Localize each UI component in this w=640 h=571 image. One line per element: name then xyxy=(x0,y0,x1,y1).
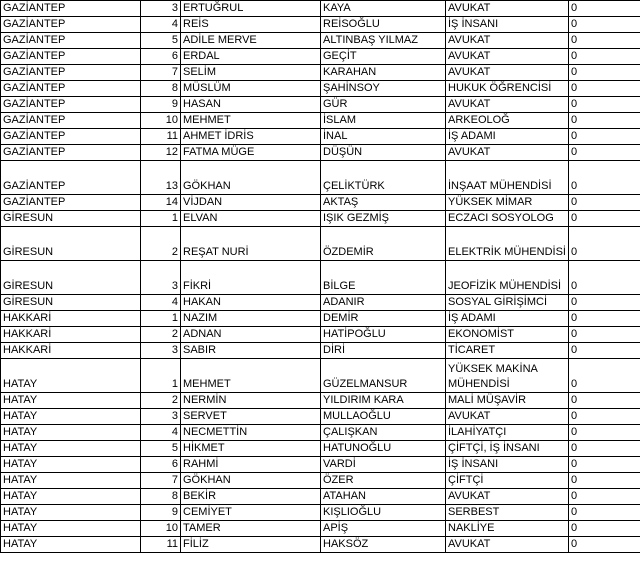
profession-cell: TİCARET xyxy=(446,343,569,359)
city-cell: GAZİANTEP xyxy=(1,195,141,211)
rank-cell: 11 xyxy=(141,129,181,145)
first-name-cell: ELVAN xyxy=(181,211,321,227)
first-name-cell: VİJDAN xyxy=(181,195,321,211)
city-cell: HAKKARİ xyxy=(1,343,141,359)
table-row xyxy=(1,261,640,295)
value-cell: 0 xyxy=(569,473,640,489)
candidate-table-body xyxy=(1,1,640,553)
first-name-cell: FİKRİ xyxy=(181,261,321,295)
value-cell: 0 xyxy=(569,1,640,17)
table-row xyxy=(1,195,640,211)
city-cell: GAZİANTEP xyxy=(1,145,141,161)
rank-cell: 11 xyxy=(141,537,181,553)
first-name-cell: MÜSLÜM xyxy=(181,81,321,97)
first-name-cell: SELİM xyxy=(181,65,321,81)
rank-cell: 13 xyxy=(141,161,181,195)
table-row xyxy=(1,425,640,441)
city-cell: GİRESUN xyxy=(1,211,141,227)
surname-cell: VARDİ xyxy=(321,457,446,473)
city-cell: HATAY xyxy=(1,489,141,505)
first-name-cell: NAZIM xyxy=(181,311,321,327)
first-name-cell: FATMA MÜGE xyxy=(181,145,321,161)
value-cell: 0 xyxy=(569,161,640,195)
surname-cell: BİLGE xyxy=(321,261,446,295)
table-row xyxy=(1,359,640,393)
table-row xyxy=(1,145,640,161)
city-cell: GAZİANTEP xyxy=(1,161,141,195)
table-row xyxy=(1,227,640,261)
surname-cell: HATİPOĞLU xyxy=(321,327,446,343)
profession-cell: AVUKAT xyxy=(446,1,569,17)
profession-cell: AVUKAT xyxy=(446,49,569,65)
table-row xyxy=(1,1,640,17)
profession-cell: YÜKSEK MİMAR xyxy=(446,195,569,211)
table-row xyxy=(1,441,640,457)
rank-cell: 4 xyxy=(141,295,181,311)
first-name-cell: CEMİYET xyxy=(181,505,321,521)
rank-cell: 3 xyxy=(141,1,181,17)
value-cell: 0 xyxy=(569,145,640,161)
value-cell: 0 xyxy=(569,195,640,211)
table-row xyxy=(1,81,640,97)
profession-cell: AVUKAT xyxy=(446,537,569,553)
first-name-cell: SERVET xyxy=(181,409,321,425)
profession-cell: İNŞAAT MÜHENDİSİ xyxy=(446,161,569,195)
surname-cell: GÜZELMANSUR xyxy=(321,359,446,393)
surname-cell: ÖZER xyxy=(321,473,446,489)
surname-cell: REİSOĞLU xyxy=(321,17,446,33)
rank-cell: 12 xyxy=(141,145,181,161)
profession-cell: AVUKAT xyxy=(446,97,569,113)
first-name-cell: HASAN xyxy=(181,97,321,113)
surname-cell: MULLAOĞLU xyxy=(321,409,446,425)
table-row xyxy=(1,311,640,327)
value-cell: 0 xyxy=(569,113,640,129)
profession-cell: AVUKAT xyxy=(446,65,569,81)
surname-cell: HAKSÖZ xyxy=(321,537,446,553)
rank-cell: 1 xyxy=(141,311,181,327)
surname-cell: AKTAŞ xyxy=(321,195,446,211)
surname-cell: IŞIK GEZMİŞ xyxy=(321,211,446,227)
profession-cell: EKONOMİST xyxy=(446,327,569,343)
rank-cell: 2 xyxy=(141,327,181,343)
city-cell: HATAY xyxy=(1,425,141,441)
rank-cell: 2 xyxy=(141,393,181,409)
value-cell: 0 xyxy=(569,49,640,65)
first-name-cell: NERMİN xyxy=(181,393,321,409)
table-row xyxy=(1,129,640,145)
profession-cell: JEOFİZİK MÜHENDİSİ xyxy=(446,261,569,295)
surname-cell: HATUNOĞLU xyxy=(321,441,446,457)
value-cell: 0 xyxy=(569,211,640,227)
rank-cell: 3 xyxy=(141,261,181,295)
city-cell: GİRESUN xyxy=(1,227,141,261)
rank-cell: 3 xyxy=(141,409,181,425)
table-row xyxy=(1,521,640,537)
rank-cell: 10 xyxy=(141,113,181,129)
surname-cell: ALTINBAŞ YILMAZ xyxy=(321,33,446,49)
rank-cell: 6 xyxy=(141,49,181,65)
first-name-cell: ERDAL xyxy=(181,49,321,65)
surname-cell: ATAHAN xyxy=(321,489,446,505)
table-row xyxy=(1,65,640,81)
profession-cell: İŞ ADAMI xyxy=(446,129,569,145)
value-cell: 0 xyxy=(569,393,640,409)
first-name-cell: ERTUĞRUL xyxy=(181,1,321,17)
city-cell: HATAY xyxy=(1,359,141,393)
profession-cell: AVUKAT xyxy=(446,409,569,425)
surname-cell: DÜŞÜN xyxy=(321,145,446,161)
table-row xyxy=(1,295,640,311)
first-name-cell: TAMER xyxy=(181,521,321,537)
first-name-cell: REŞAT NURİ xyxy=(181,227,321,261)
table-row xyxy=(1,343,640,359)
table-row xyxy=(1,211,640,227)
value-cell: 0 xyxy=(569,489,640,505)
table-row xyxy=(1,409,640,425)
rank-cell: 1 xyxy=(141,211,181,227)
table-row xyxy=(1,17,640,33)
value-cell: 0 xyxy=(569,505,640,521)
profession-cell: SERBEST xyxy=(446,505,569,521)
value-cell: 0 xyxy=(569,17,640,33)
value-cell: 0 xyxy=(569,81,640,97)
first-name-cell: GÖKHAN xyxy=(181,473,321,489)
profession-cell: AVUKAT xyxy=(446,145,569,161)
first-name-cell: AHMET İDRİS xyxy=(181,129,321,145)
city-cell: GAZİANTEP xyxy=(1,17,141,33)
rank-cell: 6 xyxy=(141,457,181,473)
value-cell: 0 xyxy=(569,441,640,457)
city-cell: HATAY xyxy=(1,521,141,537)
rank-cell: 8 xyxy=(141,81,181,97)
rank-cell: 5 xyxy=(141,441,181,457)
value-cell: 0 xyxy=(569,327,640,343)
table-row xyxy=(1,33,640,49)
table-row xyxy=(1,161,640,195)
surname-cell: DİRİ xyxy=(321,343,446,359)
rank-cell: 4 xyxy=(141,17,181,33)
profession-cell: SOSYAL GİRİŞİMCİ xyxy=(446,295,569,311)
rank-cell: 7 xyxy=(141,65,181,81)
value-cell: 0 xyxy=(569,425,640,441)
city-cell: HATAY xyxy=(1,441,141,457)
surname-cell: KAYA xyxy=(321,1,446,17)
first-name-cell: ADİLE MERVE xyxy=(181,33,321,49)
surname-cell: ÇELİKTÜRK xyxy=(321,161,446,195)
profession-cell: ARKEOLOĞ xyxy=(446,113,569,129)
surname-cell: İSLAM xyxy=(321,113,446,129)
profession-cell: AVUKAT xyxy=(446,33,569,49)
value-cell: 0 xyxy=(569,311,640,327)
city-cell: HAKKARİ xyxy=(1,311,141,327)
rank-cell: 8 xyxy=(141,489,181,505)
value-cell: 0 xyxy=(569,359,640,393)
first-name-cell: HAKAN xyxy=(181,295,321,311)
first-name-cell: NECMETTİN xyxy=(181,425,321,441)
city-cell: GAZİANTEP xyxy=(1,113,141,129)
first-name-cell: MEHMET xyxy=(181,359,321,393)
rank-cell: 3 xyxy=(141,343,181,359)
rank-cell: 1 xyxy=(141,359,181,393)
value-cell: 0 xyxy=(569,537,640,553)
city-cell: GİRESUN xyxy=(1,261,141,295)
profession-cell: ÇİFTÇİ xyxy=(446,473,569,489)
first-name-cell: RAHMİ xyxy=(181,457,321,473)
rank-cell: 9 xyxy=(141,97,181,113)
table-row xyxy=(1,49,640,65)
city-cell: HAKKARİ xyxy=(1,327,141,343)
surname-cell: YILDIRIM KARA xyxy=(321,393,446,409)
city-cell: HATAY xyxy=(1,537,141,553)
profession-cell: ELEKTRİK MÜHENDİSİ xyxy=(446,227,569,261)
surname-cell: ŞAHİNSOY xyxy=(321,81,446,97)
city-cell: HATAY xyxy=(1,393,141,409)
table-row xyxy=(1,473,640,489)
rank-cell: 4 xyxy=(141,425,181,441)
rank-cell: 5 xyxy=(141,33,181,49)
profession-cell: NAKLİYE xyxy=(446,521,569,537)
city-cell: HATAY xyxy=(1,473,141,489)
rank-cell: 2 xyxy=(141,227,181,261)
profession-cell: ECZACI SOSYOLOG xyxy=(446,211,569,227)
value-cell: 0 xyxy=(569,295,640,311)
surname-cell: GEÇİT xyxy=(321,49,446,65)
profession-cell: MALİ MÜŞAVİR xyxy=(446,393,569,409)
surname-cell: APİŞ xyxy=(321,521,446,537)
value-cell: 0 xyxy=(569,129,640,145)
surname-cell: KARAHAN xyxy=(321,65,446,81)
profession-cell: AVUKAT xyxy=(446,489,569,505)
first-name-cell: BEKİR xyxy=(181,489,321,505)
city-cell: GAZİANTEP xyxy=(1,49,141,65)
surname-cell: GÜR xyxy=(321,97,446,113)
city-cell: HATAY xyxy=(1,457,141,473)
city-cell: HATAY xyxy=(1,409,141,425)
value-cell: 0 xyxy=(569,457,640,473)
city-cell: GAZİANTEP xyxy=(1,129,141,145)
profession-cell: HUKUK ÖĞRENCİSİ xyxy=(446,81,569,97)
surname-cell: ÖZDEMİR xyxy=(321,227,446,261)
value-cell: 0 xyxy=(569,97,640,113)
surname-cell: KIŞLIOĞLU xyxy=(321,505,446,521)
profession-cell: İŞ İNSANI xyxy=(446,17,569,33)
profession-cell: İŞ İNSANI xyxy=(446,457,569,473)
table-row xyxy=(1,505,640,521)
surname-cell: DEMİR xyxy=(321,311,446,327)
first-name-cell: MEHMET xyxy=(181,113,321,129)
city-cell: GİRESUN xyxy=(1,295,141,311)
rank-cell: 9 xyxy=(141,505,181,521)
table-row xyxy=(1,113,640,129)
value-cell: 0 xyxy=(569,227,640,261)
value-cell: 0 xyxy=(569,409,640,425)
city-cell: GAZİANTEP xyxy=(1,33,141,49)
surname-cell: ÇALIŞKAN xyxy=(321,425,446,441)
city-cell: HATAY xyxy=(1,505,141,521)
first-name-cell: REİS xyxy=(181,17,321,33)
surname-cell: İNAL xyxy=(321,129,446,145)
table-row xyxy=(1,537,640,553)
table-row xyxy=(1,489,640,505)
city-cell: GAZİANTEP xyxy=(1,1,141,17)
table-row xyxy=(1,327,640,343)
value-cell: 0 xyxy=(569,261,640,295)
value-cell: 0 xyxy=(569,343,640,359)
table-row xyxy=(1,457,640,473)
value-cell: 0 xyxy=(569,33,640,49)
profession-cell: İLAHİYATÇI xyxy=(446,425,569,441)
rank-cell: 14 xyxy=(141,195,181,211)
value-cell: 0 xyxy=(569,65,640,81)
profession-cell: ÇİFTÇİ, İŞ İNSANI xyxy=(446,441,569,457)
first-name-cell: HİKMET xyxy=(181,441,321,457)
rank-cell: 10 xyxy=(141,521,181,537)
table-row xyxy=(1,97,640,113)
city-cell: GAZİANTEP xyxy=(1,97,141,113)
city-cell: GAZİANTEP xyxy=(1,65,141,81)
city-cell: GAZİANTEP xyxy=(1,81,141,97)
first-name-cell: FİLİZ xyxy=(181,537,321,553)
first-name-cell: ADNAN xyxy=(181,327,321,343)
value-cell: 0 xyxy=(569,521,640,537)
table-row xyxy=(1,393,640,409)
profession-cell: YÜKSEK MAKİNA MÜHENDİSİ xyxy=(446,359,569,393)
surname-cell: ADANIR xyxy=(321,295,446,311)
profession-cell: İŞ ADAMI xyxy=(446,311,569,327)
first-name-cell: GÖKHAN xyxy=(181,161,321,195)
first-name-cell: SABIR xyxy=(181,343,321,359)
rank-cell: 7 xyxy=(141,473,181,489)
